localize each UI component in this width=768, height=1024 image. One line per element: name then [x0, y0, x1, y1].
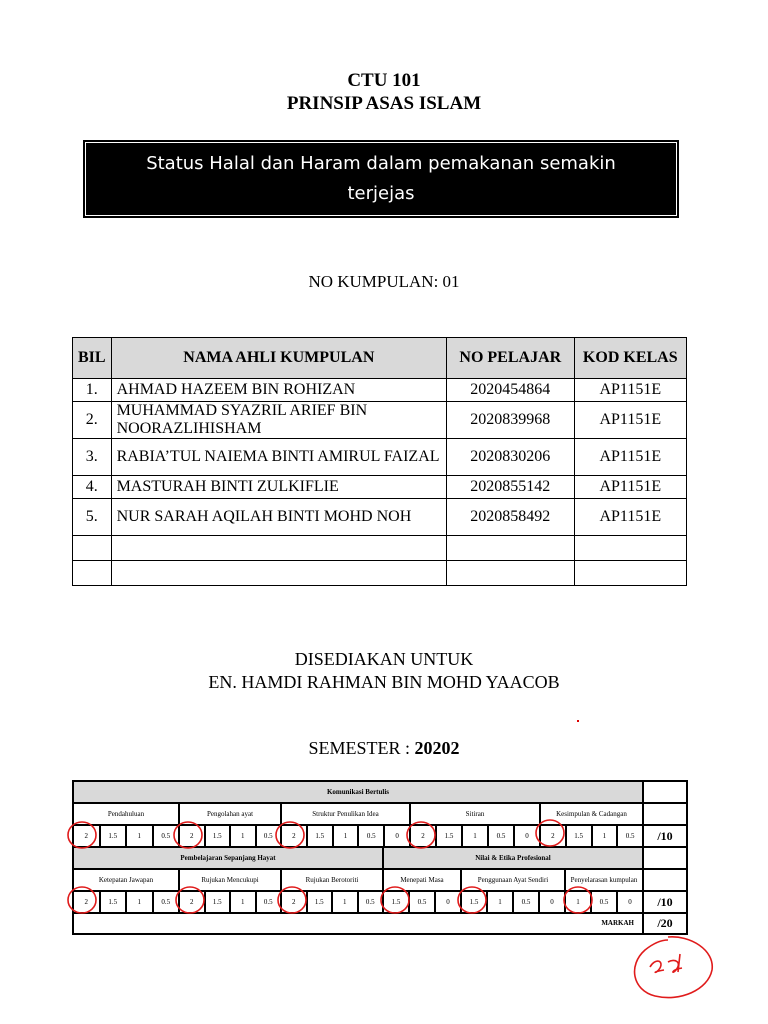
rubric-score-cell: 1: [487, 891, 513, 913]
course-name: PRINSIP ASAS ISLAM: [286, 93, 482, 114]
rubric-score-cell: 1.5: [205, 825, 231, 847]
empty-row: [73, 561, 687, 586]
rubric-score-cell: 0.5: [591, 891, 617, 913]
rubric-score-cell: 1.5: [436, 825, 462, 847]
group-number: NO KUMPULAN: 01: [308, 272, 460, 291]
row-name: NUR SARAH AQILAH BINTI MOHD NOH: [111, 499, 446, 536]
rubric-score-cell: 1: [333, 825, 359, 847]
rubric-criterion: Rujukan Mencukupi: [179, 869, 281, 891]
rubric-score-cell: 2: [179, 891, 205, 913]
row-no: 4.: [73, 476, 112, 499]
row-class: AP1151E: [574, 476, 686, 499]
header-bil: BIL: [73, 338, 112, 379]
semester-value: 20202: [414, 738, 460, 758]
table-row: [73, 476, 687, 499]
lecturer-name: EN. HAMDI RAHMAN BIN MOHD YAACOB: [208, 672, 560, 692]
rubric-score-cell: 1: [126, 825, 153, 847]
rubric-criterion: Menepati Masa: [383, 869, 461, 891]
rubric-criterion: Kesimpulan & Cadangan: [540, 803, 643, 825]
rubric-score-cell: 1: [230, 891, 256, 913]
table-row: [73, 402, 687, 439]
table-header-row: [73, 338, 687, 379]
rubric-score-cell: 1: [126, 891, 153, 913]
rubric-criterion: Rujukan Berotoriti: [281, 869, 383, 891]
row-class: AP1151E: [574, 499, 686, 536]
rubric-score-cell: 0.5: [153, 825, 180, 847]
rubric-score-cell: 1.5: [307, 891, 333, 913]
rubric-criterion: Ketepatan Jawapan: [73, 869, 179, 891]
row-class: AP1151E: [574, 379, 686, 402]
rubric-score-cell: 0: [617, 891, 643, 913]
rubric-criterion: Penggunaan Ayat Sendiri: [461, 869, 565, 891]
header-student-no: NO PELAJAR: [447, 338, 574, 379]
row-student-no: 2020454864: [447, 379, 574, 402]
table-row: [73, 499, 687, 536]
rubric-score-cell: 1.5: [383, 891, 409, 913]
rubric-blank: [643, 869, 687, 891]
rubric-score-cell: 1.5: [461, 891, 487, 913]
empty-row: [73, 536, 687, 561]
rubric-blank: [643, 803, 687, 825]
rubric-score-cell: 0: [539, 891, 565, 913]
topic-box: [83, 140, 679, 218]
row-student-no: 2020855142: [447, 476, 574, 499]
table-row: [73, 439, 687, 476]
rubric-score-cell: 0.5: [358, 891, 384, 913]
rubric-score-cell: 0.5: [617, 825, 643, 847]
rubric-score-cell: 0: [384, 825, 410, 847]
handwritten-score: [650, 954, 682, 972]
rubric-score-cell: 1.5: [566, 825, 592, 847]
row-student-no: 2020858492: [447, 499, 574, 536]
row-class: AP1151E: [574, 402, 686, 439]
ink-dot: [577, 720, 579, 722]
rubric-score-cell: 0.5: [513, 891, 539, 913]
rubric-criterion: Sitiran: [410, 803, 540, 825]
header-class: KOD KELAS: [574, 338, 686, 379]
rubric-criterion: Penyelarasan kumpulan: [565, 869, 643, 891]
rubric-score-cell: 1: [462, 825, 488, 847]
row-no: 1.: [73, 379, 112, 402]
rubric-score-cell: 2: [410, 825, 436, 847]
rubric-score-cell: 1.5: [205, 891, 231, 913]
markah-label: MARKAH: [73, 913, 643, 934]
rubric-score-cell: 0.5: [153, 891, 180, 913]
rubric-total: /10: [643, 825, 687, 847]
rubric-criterion: Pengolahan ayat: [179, 803, 281, 825]
rubric-score-cell: 1: [230, 825, 256, 847]
rubric-table: [72, 780, 688, 935]
row-name: AHMAD HAZEEM BIN ROHIZAN: [111, 379, 446, 402]
handwritten-score: [635, 937, 713, 998]
row-no: 2.: [73, 402, 112, 439]
row-student-no: 2020830206: [447, 439, 574, 476]
row-name: MUHAMMAD SYAZRIL ARIEF BIN NOORAZLIHISHAM: [111, 402, 446, 439]
members-table: [72, 337, 687, 586]
rubric-blank: [643, 847, 687, 869]
rubric-score-cell: 0.5: [488, 825, 514, 847]
rubric-score-cell: 2: [179, 825, 205, 847]
rubric-score-cell: 0.5: [256, 891, 282, 913]
row-name: RABIA’TUL NAIEMA BINTI AMIRUL FAIZAL: [111, 439, 446, 476]
rubric-group-title: Pembelajaran Sepanjang Hayat: [73, 847, 383, 869]
rubric-score-cell: 1.5: [307, 825, 333, 847]
rubric-score-cell: 2: [73, 825, 100, 847]
rubric-criterion: Pendahuluan: [73, 803, 179, 825]
row-no: 3.: [73, 439, 112, 476]
rubric-score-cell: 0: [514, 825, 540, 847]
rubric-score-cell: 0.5: [256, 825, 282, 847]
rubric-score-cell: 2: [73, 891, 100, 913]
rubric-score-cell: 2: [540, 825, 566, 847]
rubric-score-cell: 2: [281, 891, 307, 913]
row-student-no: 2020839968: [447, 402, 574, 439]
rubric-group-title: Komunikasi Bertulis: [73, 781, 643, 803]
rubric-score-cell: 2: [281, 825, 307, 847]
rubric-total: /10: [643, 891, 687, 913]
course-code: CTU 101: [347, 70, 421, 91]
rubric-score-cell: 1: [332, 891, 358, 913]
rubric-criterion: Struktur Penulikan Idea: [281, 803, 410, 825]
rubric-group-title: Nilai & Etika Profesional: [383, 847, 643, 869]
rubric-score-cell: 0.5: [409, 891, 435, 913]
topic-title: Status Halal dan Haram dalam pemakanan semakin terjejas: [146, 153, 616, 204]
semester-line: [0, 738, 768, 759]
semester-label: SEMESTER :: [308, 738, 415, 758]
rubric-score-cell: 1.5: [100, 825, 127, 847]
row-no: 5.: [73, 499, 112, 536]
rubric-score-cell: 1.5: [100, 891, 127, 913]
markah-total: /20: [643, 913, 687, 934]
rubric-score-cell: 1: [592, 825, 618, 847]
rubric-blank: [643, 781, 687, 803]
rubric-score-cell: 1: [565, 891, 591, 913]
header-name: NAMA AHLI KUMPULAN: [111, 338, 446, 379]
rubric-score-cell: 0.5: [358, 825, 384, 847]
row-class: AP1151E: [574, 439, 686, 476]
table-row: [73, 379, 687, 402]
rubric-score-cell: 0: [435, 891, 461, 913]
row-name: MASTURAH BINTI ZULKIFLIE: [111, 476, 446, 499]
prepared-for-label: DISEDIAKAN UNTUK: [294, 649, 474, 669]
